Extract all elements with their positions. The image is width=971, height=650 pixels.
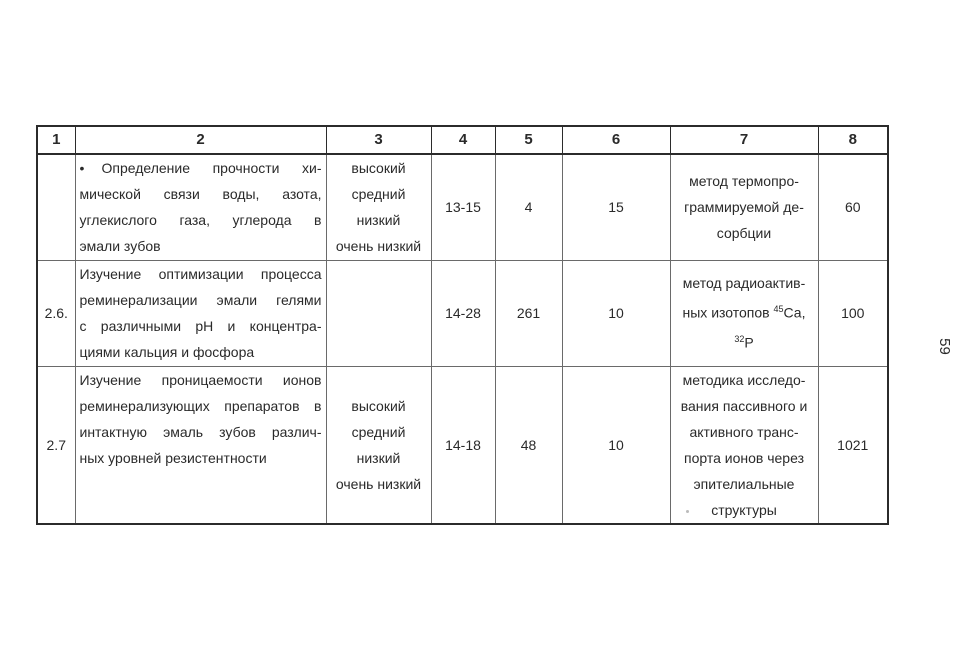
col-6-value: 10 [562, 260, 670, 366]
resistance-levels: высокий средний низкий очень низкий [326, 366, 431, 524]
header-col-8: 8 [818, 126, 888, 154]
col-5-value: 261 [495, 260, 562, 366]
col-4-value: 14-28 [431, 260, 495, 366]
row-number [37, 154, 75, 260]
header-col-6: 6 [562, 126, 670, 154]
col-8-value: 60 [818, 154, 888, 260]
header-col-2: 2 [75, 126, 326, 154]
method-cell: методика исследо- вания пассивного и активного транс- порта ионов через эпителиальные структуры [670, 366, 818, 524]
col-4-value: 13-15 [431, 154, 495, 260]
row-description: Изучение оптимизации процесса реминерализации эмали гелями с различными рН и концентра- циями кальция и фосфора [75, 260, 326, 366]
col-8-value: 1021 [818, 366, 888, 524]
header-col-3: 3 [326, 126, 431, 154]
row-number: 2.7 [37, 366, 75, 524]
col-4-value: 14-18 [431, 366, 495, 524]
resistance-levels: высокий средний низкий очень низкий [326, 154, 431, 260]
method-cell: метод радиоактив- ных изотопов $^{45}$Са, $^{32}$Р [670, 260, 818, 366]
header-col-4: 4 [431, 126, 495, 154]
row-description: • Определение прочности хи- мической связи воды, азота, углекислого газа, углерода в эмали зубов [75, 154, 326, 260]
header-col-7: 7 [670, 126, 818, 154]
isotope-superscript: 45 [773, 304, 784, 315]
col-6-value: 10 [562, 366, 670, 524]
table-row [37, 366, 888, 524]
table-row [37, 260, 888, 366]
data-table [36, 125, 889, 525]
method-cell: метод термопро- граммируемой де- сорбции [670, 154, 818, 260]
scan-speck [686, 510, 689, 513]
header-col-5: 5 [495, 126, 562, 154]
row-number: 2.6. [37, 260, 75, 366]
col-5-value: 4 [495, 154, 562, 260]
col-6-value: 15 [562, 154, 670, 260]
bullet-icon: • [79, 160, 85, 177]
col-8-value: 100 [818, 260, 888, 366]
header-col-1: 1 [37, 126, 75, 154]
page-number: 59 [935, 338, 953, 355]
resistance-levels [326, 260, 431, 366]
col-5-value: 48 [495, 366, 562, 524]
isotope-superscript: 32 [734, 334, 745, 344]
table-row [37, 154, 888, 260]
header-row [37, 126, 888, 154]
row-description: Изучение проницаемости ионов реминерализующих препаратов в интактную эмаль зубов различ- ных уровней резистентности [75, 366, 326, 524]
